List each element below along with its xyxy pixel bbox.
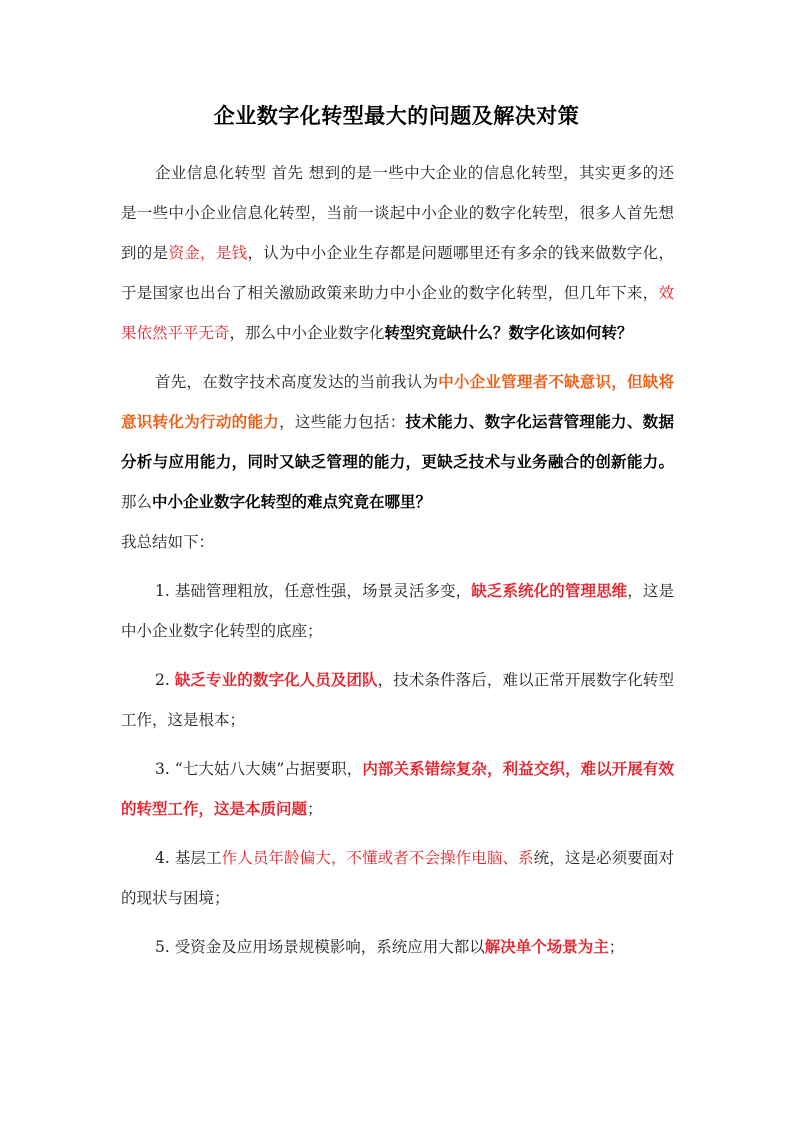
document-body (121, 153, 674, 967)
text-run: 企业信息化转型 首先 想到的是一些中大企业的信息化转型，其实更多的还是一些中小企业信息化转型，当前一谈起中小企业的数字化转型，很多人首先想到的是 (121, 164, 674, 262)
highlight-item: 内部关系错综复杂，利益交织，难以开展有效的转型工作，这是本质问题 (121, 759, 674, 818)
list-item: 1. 基础管理粗放，任意性强，场景灵活多变，缺乏系统化的管理思维，这是中小企业数字化转型的底座； (121, 581, 674, 640)
highlight-item: 缺乏专业的数字化人员及团队 (174, 670, 378, 689)
highlight-effect: 效果依然平平无奇 (121, 284, 674, 342)
highlight-item: 作人员年龄偏大，不懂或者不会操作电脑、系 (221, 849, 534, 867)
bold-abilities: 技术能力、数字化运营管理能力、数据分析与应用能力，同时又缺乏管理的能力，更缺乏技术与业务融合的创新能力。 (121, 412, 674, 471)
text-run: ，认为中小企业生存都是问题哪里还有多余的钱来做数字化，于是国家也出台了相关激励政策来助力中小企业的数字化转型，但几年下来， (121, 244, 674, 302)
list-item: 3. “七大姑八大姨”占据要职，内部关系错综复杂，利益交织，难以开展有效的转型工作，这是本质问题； (121, 759, 674, 818)
highlight-item: 缺乏系统化的管理思维 (471, 581, 628, 600)
text-run: 首先，在数字技术高度发达的当前我认为 (155, 373, 439, 391)
list-item: 4. 基层工作人员年龄偏大，不懂或者不会操作电脑、系统，这是必须要面对的现状与困境； (121, 849, 674, 907)
text-run: ，那么中小企业数字化 (229, 324, 385, 342)
bold-question: 转型究竟缺什么？数字化该如何转？ (384, 323, 633, 342)
paragraph-summary: 我总结如下： (121, 533, 215, 551)
highlight-money: 资金，是钱 (168, 244, 248, 262)
text-run: ，这些能力包括： (279, 413, 406, 431)
highlight-item: 解决单个场景为主 (484, 937, 609, 956)
list-item: 2. 缺乏专业的数字化人员及团队，技术条件落后，难以正常开展数字化转型工作，这是根本； (121, 670, 674, 729)
list-item: 5. 受资金及应用场景规模影响，系统应用大都以解决单个场景为主； (155, 937, 625, 956)
bold-difficulty-question: 中小企业数字化转型的难点究竟在哪里？ (152, 492, 432, 511)
text-run: 那么 (121, 493, 153, 511)
highlight-capability: 中小企业管理者不缺意识，但缺将意识转化为行动的能力 (121, 372, 674, 431)
paragraph-intro (121, 153, 674, 353)
paragraph-analysis (121, 362, 674, 522)
page-title: 企业数字化转型最大的问题及解决对策 (213, 104, 580, 128)
